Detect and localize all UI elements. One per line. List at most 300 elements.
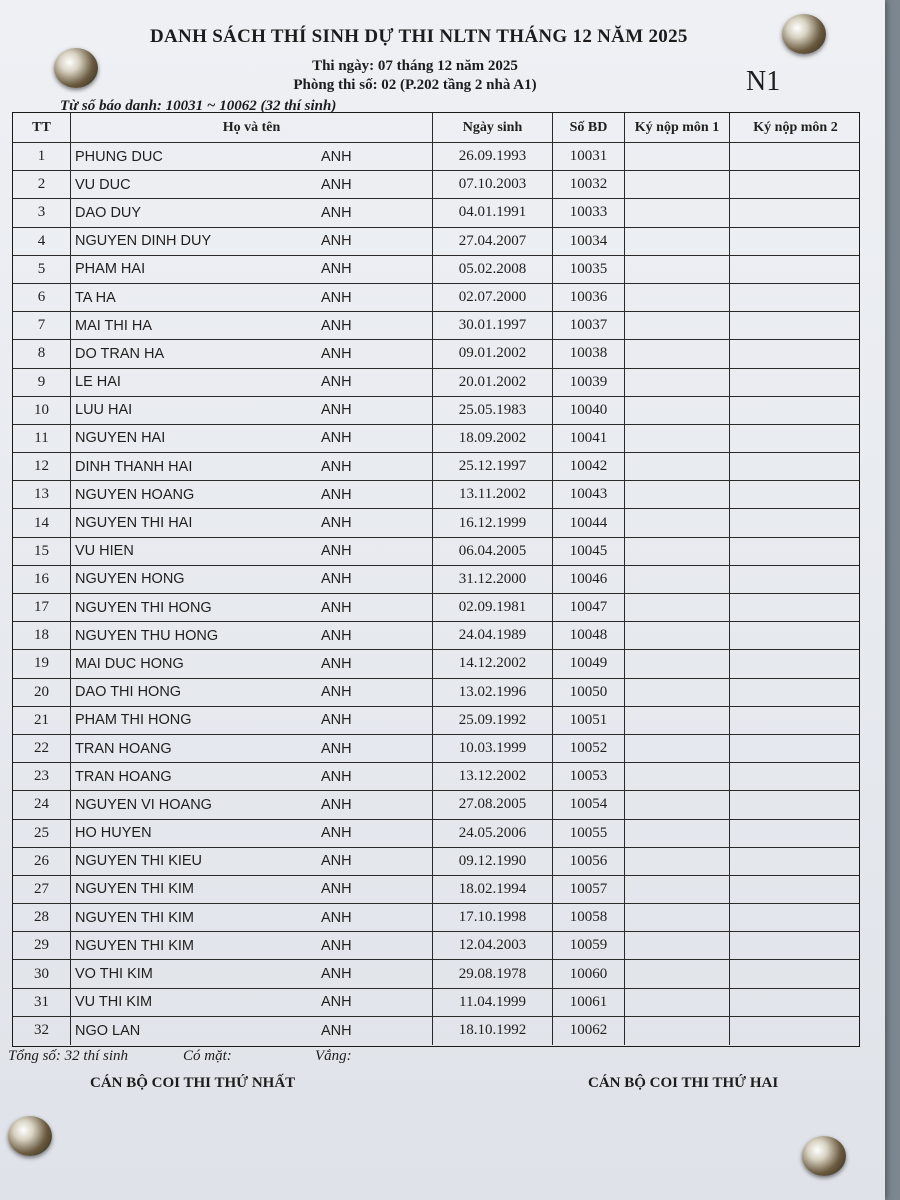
candidate-given-name: ANH bbox=[321, 148, 352, 165]
candidate-number: 10039 bbox=[553, 369, 625, 396]
candidate-name bbox=[71, 143, 433, 170]
date-of-birth: 13.11.2002 bbox=[433, 481, 553, 508]
candidate-name bbox=[71, 228, 433, 255]
date-of-birth: 17.10.1998 bbox=[433, 904, 553, 931]
sign-cell-subject-2 bbox=[730, 932, 861, 959]
candidate-number: 10041 bbox=[553, 425, 625, 452]
date-of-birth: 18.09.2002 bbox=[433, 425, 553, 452]
document-title: DANH SÁCH THÍ SINH DỰ THI NLTN THÁNG 12 NĂM 2025 bbox=[150, 26, 688, 47]
candidate-name bbox=[71, 566, 433, 593]
table-row bbox=[13, 397, 859, 425]
candidate-number: 10058 bbox=[553, 904, 625, 931]
sign-cell-subject-1 bbox=[625, 989, 730, 1016]
table-header-row bbox=[13, 113, 859, 143]
sign-cell-subject-2 bbox=[730, 820, 861, 847]
candidate-number-range: Từ số báo danh: 10031 ~ 10062 (32 thí sinh) bbox=[60, 98, 337, 114]
candidate-number: 10047 bbox=[553, 594, 625, 621]
candidate-given-name: ANH bbox=[321, 176, 352, 193]
row-number: 11 bbox=[13, 425, 71, 452]
table-row bbox=[13, 228, 859, 256]
candidate-surname: DAO THI HONG bbox=[75, 684, 182, 701]
candidate-surname: TRAN HOANG bbox=[75, 740, 172, 757]
candidate-given-name: ANH bbox=[321, 937, 352, 954]
table-row bbox=[13, 848, 859, 876]
date-of-birth: 18.02.1994 bbox=[433, 876, 553, 903]
row-number: 2 bbox=[13, 171, 71, 198]
candidate-given-name: ANH bbox=[321, 740, 352, 757]
date-of-birth: 09.12.1990 bbox=[433, 848, 553, 875]
sign-cell-subject-1 bbox=[625, 199, 730, 226]
row-number: 1 bbox=[13, 143, 71, 170]
candidate-surname: VU DUC bbox=[75, 176, 131, 193]
sign-cell-subject-2 bbox=[730, 481, 861, 508]
first-proctor-label: CÁN BỘ COI THI THỨ NHẤT bbox=[90, 1075, 296, 1091]
sign-cell-subject-1 bbox=[625, 256, 730, 283]
sign-cell-subject-1 bbox=[625, 820, 730, 847]
total-candidates: Tổng số: 32 thí sinh bbox=[8, 1048, 129, 1064]
row-number: 18 bbox=[13, 622, 71, 649]
candidate-given-name: ANH bbox=[321, 317, 352, 334]
sign-cell-subject-2 bbox=[730, 791, 861, 818]
table-row bbox=[13, 453, 859, 481]
candidate-given-name: ANH bbox=[321, 684, 352, 701]
date-of-birth: 30.01.1997 bbox=[433, 312, 553, 339]
sign-cell-subject-2 bbox=[730, 509, 861, 536]
table-row bbox=[13, 143, 859, 171]
sign-cell-subject-1 bbox=[625, 284, 730, 311]
exam-room: Phòng thi số: 02 (P.202 tầng 2 nhà A1) bbox=[293, 77, 537, 93]
sign-cell-subject-1 bbox=[625, 312, 730, 339]
column-header-tt: TT bbox=[13, 113, 71, 142]
candidate-number: 10045 bbox=[553, 538, 625, 565]
candidate-name bbox=[71, 509, 433, 536]
table-row bbox=[13, 171, 859, 199]
row-number: 25 bbox=[13, 820, 71, 847]
candidate-surname: VU HIEN bbox=[75, 543, 134, 560]
sign-cell-subject-1 bbox=[625, 538, 730, 565]
candidate-number: 10051 bbox=[553, 707, 625, 734]
date-of-birth: 31.12.2000 bbox=[433, 566, 553, 593]
candidate-given-name: ANH bbox=[321, 402, 352, 419]
sign-cell-subject-2 bbox=[730, 425, 861, 452]
row-number: 31 bbox=[13, 989, 71, 1016]
table-row bbox=[13, 622, 859, 650]
pushpin-icon bbox=[802, 1136, 846, 1176]
date-of-birth: 29.08.1978 bbox=[433, 960, 553, 987]
row-number: 10 bbox=[13, 397, 71, 424]
sign-cell-subject-1 bbox=[625, 594, 730, 621]
candidate-given-name: ANH bbox=[321, 853, 352, 870]
date-of-birth: 04.01.1991 bbox=[433, 199, 553, 226]
absent-count-label: Vắng: bbox=[315, 1048, 352, 1064]
candidate-surname: NGUYEN THI KIM bbox=[75, 937, 194, 954]
sign-cell-subject-2 bbox=[730, 622, 861, 649]
candidate-given-name: ANH bbox=[321, 825, 352, 842]
row-number: 14 bbox=[13, 509, 71, 536]
candidate-number: 10048 bbox=[553, 622, 625, 649]
sign-cell-subject-1 bbox=[625, 650, 730, 677]
row-number: 29 bbox=[13, 932, 71, 959]
table-row bbox=[13, 650, 859, 678]
candidate-name bbox=[71, 650, 433, 677]
candidate-name bbox=[71, 312, 433, 339]
date-of-birth: 25.09.1992 bbox=[433, 707, 553, 734]
row-number: 7 bbox=[13, 312, 71, 339]
column-header-sign-2: Ký nộp môn 2 bbox=[753, 119, 838, 135]
candidate-name bbox=[71, 453, 433, 480]
candidate-number: 10052 bbox=[553, 735, 625, 762]
candidate-given-name: ANH bbox=[321, 571, 352, 588]
sign-cell-subject-1 bbox=[625, 397, 730, 424]
candidate-number: 10053 bbox=[553, 763, 625, 790]
candidate-surname: NGUYEN THU HONG bbox=[75, 627, 219, 644]
table-row bbox=[13, 481, 859, 509]
table-row bbox=[13, 594, 859, 622]
candidate-name bbox=[71, 932, 433, 959]
sign-cell-subject-1 bbox=[625, 369, 730, 396]
candidate-name bbox=[71, 171, 433, 198]
candidate-surname: NGUYEN THI HAI bbox=[75, 515, 193, 532]
table-row bbox=[13, 932, 859, 960]
candidate-given-name: ANH bbox=[321, 796, 352, 813]
candidate-surname: MAI THI HA bbox=[75, 317, 153, 334]
candidate-given-name: ANH bbox=[321, 289, 352, 306]
candidate-surname: LUU HAI bbox=[75, 402, 133, 419]
row-number: 9 bbox=[13, 369, 71, 396]
candidate-name bbox=[71, 538, 433, 565]
candidate-name bbox=[71, 622, 433, 649]
candidate-table bbox=[12, 112, 860, 1047]
candidate-number: 10062 bbox=[553, 1017, 625, 1045]
table-row bbox=[13, 707, 859, 735]
date-of-birth: 26.09.1993 bbox=[433, 143, 553, 170]
row-number: 22 bbox=[13, 735, 71, 762]
table-row bbox=[13, 199, 859, 227]
candidate-surname: MAI DUC HONG bbox=[75, 655, 184, 672]
sign-cell-subject-2 bbox=[730, 171, 861, 198]
table-row bbox=[13, 989, 859, 1017]
candidate-surname: NGUYEN HONG bbox=[75, 571, 185, 588]
candidate-given-name: ANH bbox=[321, 627, 352, 644]
sign-cell-subject-1 bbox=[625, 763, 730, 790]
candidate-given-name: ANH bbox=[321, 204, 352, 221]
row-number: 6 bbox=[13, 284, 71, 311]
candidate-number: 10043 bbox=[553, 481, 625, 508]
sign-cell-subject-1 bbox=[625, 848, 730, 875]
table-row bbox=[13, 791, 859, 819]
date-of-birth: 13.12.2002 bbox=[433, 763, 553, 790]
candidate-name bbox=[71, 791, 433, 818]
sign-cell-subject-2 bbox=[730, 340, 861, 367]
date-of-birth: 27.04.2007 bbox=[433, 228, 553, 255]
sign-cell-subject-2 bbox=[730, 397, 861, 424]
candidate-surname: HO HUYEN bbox=[75, 825, 152, 842]
exam-date: Thi ngày: 07 tháng 12 năm 2025 bbox=[312, 58, 518, 74]
sign-cell-subject-2 bbox=[730, 594, 861, 621]
sign-cell-subject-1 bbox=[625, 904, 730, 931]
date-of-birth: 20.01.2002 bbox=[433, 369, 553, 396]
pushpin-icon bbox=[782, 14, 826, 54]
sign-cell-subject-2 bbox=[730, 904, 861, 931]
sign-cell-subject-2 bbox=[730, 538, 861, 565]
candidate-given-name: ANH bbox=[321, 655, 352, 672]
sign-cell-subject-1 bbox=[625, 960, 730, 987]
table-row bbox=[13, 538, 859, 566]
row-number: 5 bbox=[13, 256, 71, 283]
candidate-surname: PHUNG DUC bbox=[75, 148, 163, 165]
room-code: N1 bbox=[746, 66, 781, 97]
candidate-number: 10035 bbox=[553, 256, 625, 283]
candidate-surname: NGUYEN THI KIM bbox=[75, 909, 194, 926]
column-header-name: Họ và tên bbox=[71, 113, 433, 142]
sign-cell-subject-2 bbox=[730, 143, 861, 170]
candidate-name bbox=[71, 735, 433, 762]
table-row bbox=[13, 340, 859, 368]
candidate-surname: TRAN HOANG bbox=[75, 768, 172, 785]
sign-cell-subject-1 bbox=[625, 622, 730, 649]
sign-cell-subject-2 bbox=[730, 1017, 861, 1045]
candidate-given-name: ANH bbox=[321, 768, 352, 785]
candidate-given-name: ANH bbox=[321, 909, 352, 926]
sign-cell-subject-1 bbox=[625, 735, 730, 762]
column-header-dob: Ngày sinh bbox=[433, 113, 553, 142]
date-of-birth: 12.04.2003 bbox=[433, 932, 553, 959]
sign-cell-subject-2 bbox=[730, 848, 861, 875]
candidate-name bbox=[71, 904, 433, 931]
sign-cell-subject-2 bbox=[730, 312, 861, 339]
table-row bbox=[13, 679, 859, 707]
sign-cell-subject-1 bbox=[625, 425, 730, 452]
candidate-name bbox=[71, 594, 433, 621]
second-proctor-label: CÁN BỘ COI THI THỨ HAI bbox=[588, 1075, 779, 1091]
sign-cell-subject-2 bbox=[730, 369, 861, 396]
date-of-birth: 25.05.1983 bbox=[433, 397, 553, 424]
sign-cell-subject-1 bbox=[625, 707, 730, 734]
sign-cell-subject-2 bbox=[730, 199, 861, 226]
table-row bbox=[13, 284, 859, 312]
row-number: 24 bbox=[13, 791, 71, 818]
candidate-number: 10038 bbox=[553, 340, 625, 367]
candidate-name bbox=[71, 340, 433, 367]
table-row bbox=[13, 820, 859, 848]
row-number: 15 bbox=[13, 538, 71, 565]
candidate-given-name: ANH bbox=[321, 515, 352, 532]
candidate-number: 10055 bbox=[553, 820, 625, 847]
table-row bbox=[13, 509, 859, 537]
date-of-birth: 07.10.2003 bbox=[433, 171, 553, 198]
row-number: 13 bbox=[13, 481, 71, 508]
candidate-surname: NGO LAN bbox=[75, 1022, 141, 1039]
row-number: 4 bbox=[13, 228, 71, 255]
candidate-given-name: ANH bbox=[321, 599, 352, 616]
candidate-surname: DO TRAN HA bbox=[75, 345, 165, 362]
candidate-surname: VU THI KIM bbox=[75, 994, 153, 1011]
sign-cell-subject-1 bbox=[625, 791, 730, 818]
sign-cell-subject-2 bbox=[730, 989, 861, 1016]
candidate-number: 10037 bbox=[553, 312, 625, 339]
row-number: 30 bbox=[13, 960, 71, 987]
sign-cell-subject-1 bbox=[625, 566, 730, 593]
table-row bbox=[13, 425, 859, 453]
candidate-name bbox=[71, 876, 433, 903]
row-number: 19 bbox=[13, 650, 71, 677]
table-row bbox=[13, 1017, 859, 1045]
sign-cell-subject-1 bbox=[625, 340, 730, 367]
candidate-given-name: ANH bbox=[321, 345, 352, 362]
row-number: 20 bbox=[13, 679, 71, 706]
candidate-given-name: ANH bbox=[321, 543, 352, 560]
candidate-surname: TA HA bbox=[75, 289, 116, 306]
candidate-given-name: ANH bbox=[321, 966, 352, 983]
candidate-name bbox=[71, 425, 433, 452]
row-number: 21 bbox=[13, 707, 71, 734]
date-of-birth: 16.12.1999 bbox=[433, 509, 553, 536]
candidate-name bbox=[71, 199, 433, 226]
candidate-number: 10044 bbox=[553, 509, 625, 536]
date-of-birth: 24.05.2006 bbox=[433, 820, 553, 847]
date-of-birth: 13.02.1996 bbox=[433, 679, 553, 706]
candidate-number: 10032 bbox=[553, 171, 625, 198]
row-number: 26 bbox=[13, 848, 71, 875]
sign-cell-subject-1 bbox=[625, 679, 730, 706]
candidate-number: 10050 bbox=[553, 679, 625, 706]
sign-cell-subject-2 bbox=[730, 763, 861, 790]
candidate-number: 10057 bbox=[553, 876, 625, 903]
candidate-name bbox=[71, 960, 433, 987]
sign-cell-subject-2 bbox=[730, 735, 861, 762]
candidate-surname: PHAM THI HONG bbox=[75, 712, 192, 729]
column-header-sign-1: Ký nộp môn 1 bbox=[625, 113, 730, 142]
candidate-surname: NGUYEN THI KIEU bbox=[75, 853, 203, 870]
candidate-name bbox=[71, 707, 433, 734]
table-row bbox=[13, 566, 859, 594]
sign-cell-subject-1 bbox=[625, 1017, 730, 1045]
candidate-name bbox=[71, 369, 433, 396]
candidate-name bbox=[71, 820, 433, 847]
row-number: 27 bbox=[13, 876, 71, 903]
date-of-birth: 11.04.1999 bbox=[433, 989, 553, 1016]
candidate-surname: NGUYEN THI HONG bbox=[75, 599, 212, 616]
candidate-number: 10036 bbox=[553, 284, 625, 311]
sign-cell-subject-1 bbox=[625, 932, 730, 959]
candidate-name bbox=[71, 256, 433, 283]
candidate-given-name: ANH bbox=[321, 458, 352, 475]
date-of-birth: 25.12.1997 bbox=[433, 453, 553, 480]
candidate-number: 10031 bbox=[553, 143, 625, 170]
row-number: 3 bbox=[13, 199, 71, 226]
candidate-name bbox=[71, 1017, 433, 1045]
table-row bbox=[13, 312, 859, 340]
candidate-name bbox=[71, 679, 433, 706]
candidate-given-name: ANH bbox=[321, 994, 352, 1011]
column-header-sbd: Số BD bbox=[553, 113, 625, 142]
candidate-number: 10060 bbox=[553, 960, 625, 987]
candidate-number: 10059 bbox=[553, 932, 625, 959]
pushpin-icon bbox=[54, 48, 98, 88]
candidate-given-name: ANH bbox=[321, 261, 352, 278]
date-of-birth: 27.08.2005 bbox=[433, 791, 553, 818]
candidate-number: 10033 bbox=[553, 199, 625, 226]
candidate-surname: DINH THANH HAI bbox=[75, 458, 193, 475]
row-number: 8 bbox=[13, 340, 71, 367]
candidate-name bbox=[71, 481, 433, 508]
candidate-given-name: ANH bbox=[321, 233, 352, 250]
candidate-given-name: ANH bbox=[321, 1022, 352, 1039]
candidate-number: 10056 bbox=[553, 848, 625, 875]
candidate-given-name: ANH bbox=[321, 881, 352, 898]
sign-cell-subject-2 bbox=[730, 284, 861, 311]
date-of-birth: 02.07.2000 bbox=[433, 284, 553, 311]
sign-cell-subject-2 bbox=[730, 707, 861, 734]
table-row bbox=[13, 876, 859, 904]
candidate-surname: NGUYEN HAI bbox=[75, 430, 166, 447]
row-number: 16 bbox=[13, 566, 71, 593]
sign-cell-subject-1 bbox=[625, 509, 730, 536]
date-of-birth: 10.03.1999 bbox=[433, 735, 553, 762]
candidate-name bbox=[71, 284, 433, 311]
date-of-birth: 24.04.1989 bbox=[433, 622, 553, 649]
candidate-surname: NGUYEN DINH DUY bbox=[75, 233, 212, 250]
candidate-surname: LE HAI bbox=[75, 374, 121, 391]
sign-cell-subject-2 bbox=[730, 960, 861, 987]
sign-cell-subject-2 bbox=[730, 256, 861, 283]
sign-cell-subject-2 bbox=[730, 679, 861, 706]
sign-cell-subject-2 bbox=[730, 566, 861, 593]
candidate-given-name: ANH bbox=[321, 374, 352, 391]
candidate-number: 10046 bbox=[553, 566, 625, 593]
candidate-given-name: ANH bbox=[321, 430, 352, 447]
candidate-name bbox=[71, 763, 433, 790]
row-number: 23 bbox=[13, 763, 71, 790]
candidate-number: 10042 bbox=[553, 453, 625, 480]
candidate-given-name: ANH bbox=[321, 712, 352, 729]
candidate-number: 10061 bbox=[553, 989, 625, 1016]
candidate-number: 10040 bbox=[553, 397, 625, 424]
sign-cell-subject-1 bbox=[625, 143, 730, 170]
sign-cell-subject-1 bbox=[625, 876, 730, 903]
candidate-number: 10054 bbox=[553, 791, 625, 818]
candidate-given-name: ANH bbox=[321, 486, 352, 503]
candidate-surname: NGUYEN HOANG bbox=[75, 486, 195, 503]
table-row bbox=[13, 960, 859, 988]
date-of-birth: 05.02.2008 bbox=[433, 256, 553, 283]
row-number: 12 bbox=[13, 453, 71, 480]
candidate-surname: NGUYEN VI HOANG bbox=[75, 796, 212, 813]
row-number: 17 bbox=[13, 594, 71, 621]
sign-cell-subject-1 bbox=[625, 481, 730, 508]
date-of-birth: 18.10.1992 bbox=[433, 1017, 553, 1045]
candidate-number: 10034 bbox=[553, 228, 625, 255]
sign-cell-subject-1 bbox=[625, 171, 730, 198]
candidate-name bbox=[71, 848, 433, 875]
sign-cell-subject-2 bbox=[730, 650, 861, 677]
present-count-label: Có mặt: bbox=[183, 1048, 232, 1064]
date-of-birth: 06.04.2005 bbox=[433, 538, 553, 565]
table-row bbox=[13, 256, 859, 284]
table-row bbox=[13, 904, 859, 932]
candidate-surname: VO THI KIM bbox=[75, 966, 153, 983]
candidate-name bbox=[71, 989, 433, 1016]
row-number: 28 bbox=[13, 904, 71, 931]
sign-cell-subject-1 bbox=[625, 453, 730, 480]
date-of-birth: 02.09.1981 bbox=[433, 594, 553, 621]
candidate-surname: DAO DUY bbox=[75, 204, 142, 221]
sign-cell-subject-2 bbox=[730, 453, 861, 480]
pushpin-icon bbox=[8, 1116, 52, 1156]
sign-cell-subject-1 bbox=[625, 228, 730, 255]
candidate-name bbox=[71, 397, 433, 424]
table-row bbox=[13, 369, 859, 397]
